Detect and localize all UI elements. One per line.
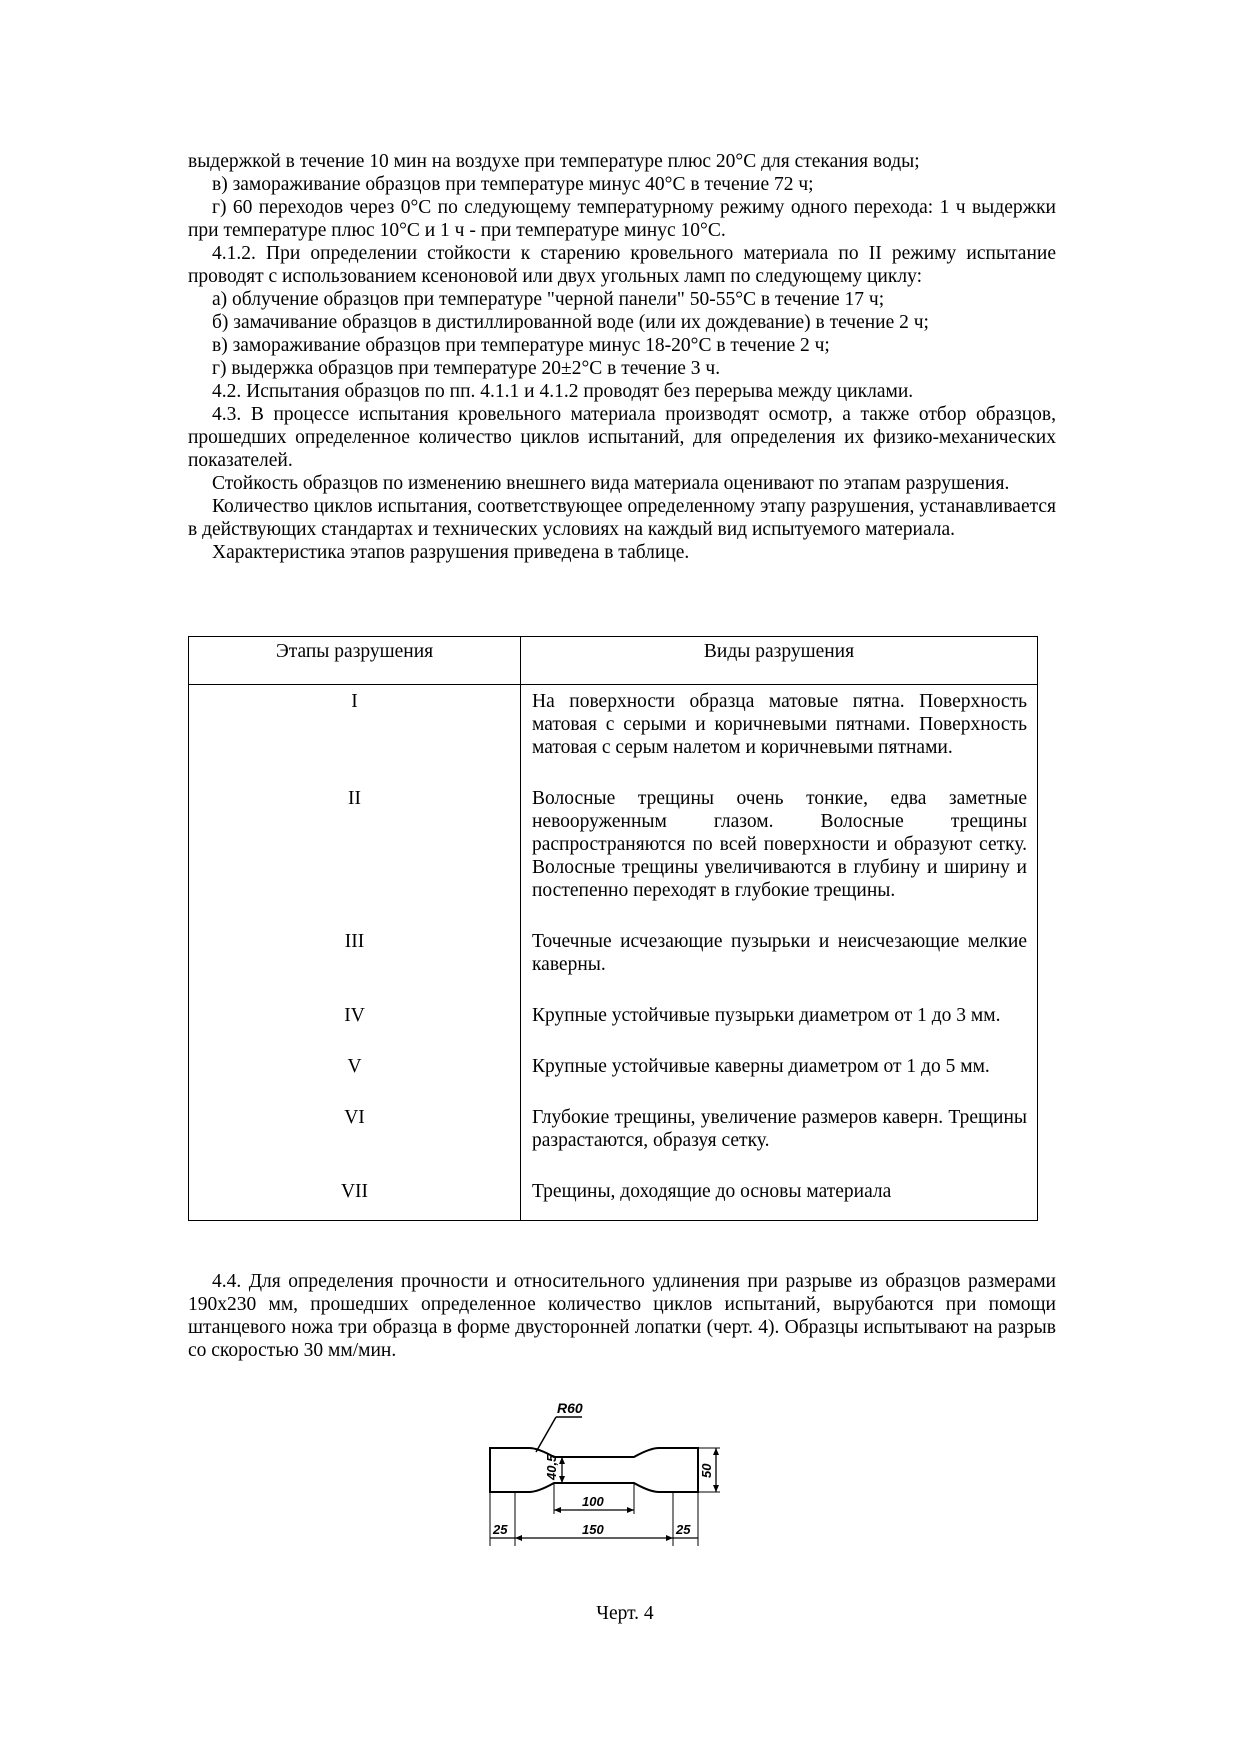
figure-caption: Черт. 4 [596, 1603, 654, 1624]
paragraph: Характеристика этапов разрушения приведена в таблице. [212, 542, 690, 563]
dim-left-end: 25 [493, 1522, 508, 1537]
dim-neck-width: 40,5 [544, 1454, 559, 1480]
table-row [189, 782, 1038, 925]
arrow [559, 1476, 565, 1483]
column-header-stages: Этапы разрушения [189, 637, 521, 685]
paragraph: 4.4. Для определения прочности и относительного удлинения при разрыве из образцов размерами 190х230 мм, прошедших определенное количество циклов испытаний, вырубаются при помощи штанцевого ножа три образца в форме двусторонней лопатки (черт. 4). Образцы испытывают на разрыв со скоростью 30 мм/мин. [188, 1271, 1056, 1361]
specimen-drawing [484, 1386, 744, 1566]
stage-number: VI [189, 1101, 521, 1175]
paragraph: в) замораживание образцов при температуре минус 18-20°С в течение 2 ч; [212, 335, 830, 356]
paragraph: а) облучение образцов при температуре "черной панели" 50-55°С в течение 17 ч; [212, 289, 885, 310]
stage-number: I [189, 685, 521, 783]
table-row [189, 685, 1038, 783]
dim-neck-length: 100 [582, 1494, 604, 1509]
table-header-row [189, 637, 1038, 685]
dim-total-height: 50 [699, 1463, 714, 1478]
table-row [189, 1101, 1038, 1175]
dim-total-length: 150 [582, 1522, 604, 1537]
specimen-outline [490, 1448, 698, 1492]
arrow [713, 1485, 719, 1492]
table-row [189, 1175, 1038, 1221]
table-row [189, 925, 1038, 999]
arrow [559, 1457, 565, 1464]
stage-description: Волосные трещины очень тонкие, едва заметные невооруженным глазом. Волосные трещины распространяются по всей поверхности и образуют сетку. Волосные трещины увеличиваются в глубину и ширину и постепенно переходят в глубокие трещины. [521, 782, 1038, 925]
radius-label: R60 [557, 1400, 583, 1416]
paragraph: б) замачивание образцов в дистиллированной воде (или их дождевание) в течение 2 ч; [212, 312, 929, 333]
arrow [666, 1535, 673, 1541]
radius-leader [536, 1417, 556, 1452]
paragraph: г) 60 переходов через 0°С по следующему температурному режиму одного перехода: 1 ч выдержки при температуре плюс 10°С и 1 ч - при температуре минус 10°С. [188, 197, 1056, 241]
stage-description: Крупные устойчивые каверны диаметром от 1 до 5 мм. [521, 1050, 1038, 1101]
stage-description: Глубокие трещины, увеличение размеров каверн. Трещины разрастаются, образуя сетку. [521, 1101, 1038, 1175]
stage-description: Крупные устойчивые пузырьки диаметром от 1 до 3 мм. [521, 999, 1038, 1050]
paragraph: 4.1.2. При определении стойкости к старению кровельного материала по II режиму испытание проводят с использованием ксеноновой или двух угольных ламп по следующему циклу: [188, 243, 1056, 287]
arrow [713, 1448, 719, 1455]
body-text [188, 150, 1056, 564]
arrow [515, 1535, 522, 1541]
dim-right-end: 25 [676, 1522, 691, 1537]
arrow [554, 1507, 561, 1513]
paragraph: Стойкость образцов по изменению внешнего вида материала оценивают по этапам разрушения. [212, 473, 1010, 494]
section-4-4 [188, 1270, 1056, 1362]
stage-description: На поверхности образца матовые пятна. Поверхность матовая с серыми и коричневыми пятнами. Поверхность матовая с серым налетом и коричневыми пятнами. [521, 685, 1038, 783]
table-row [189, 999, 1038, 1050]
paragraph: выдержкой в течение 10 мин на воздухе при температуре плюс 20°С для стекания воды; [188, 151, 920, 172]
stage-number: II [189, 782, 521, 925]
stage-number: III [189, 925, 521, 999]
paragraph: 4.2. Испытания образцов по пп. 4.1.1 и 4.1.2 проводят без перерыва между циклами. [212, 381, 914, 402]
paragraph: Количество циклов испытания, соответствующее определенному этапу разрушения, устанавливается в действующих стандартах и технических условиях на каждый вид испытуемого материала. [188, 496, 1056, 540]
paragraph: г) выдержка образцов при температуре 20±2°С в течение 3 ч. [212, 358, 721, 379]
stage-number: V [189, 1050, 521, 1101]
paragraph: в) замораживание образцов при температуре минус 40°С в течение 72 ч; [212, 174, 814, 195]
stage-description: Точечные исчезающие пузырьки и неисчезающие мелкие каверны. [521, 925, 1038, 999]
column-header-types: Виды разрушения [521, 637, 1038, 685]
destruction-stages-table [188, 636, 1038, 1221]
stage-description: Трещины, доходящие до основы материала [521, 1175, 1038, 1221]
stage-number: VII [189, 1175, 521, 1221]
arrow [627, 1507, 634, 1513]
table-row [189, 1050, 1038, 1101]
stage-number: IV [189, 999, 521, 1050]
paragraph: 4.3. В процессе испытания кровельного материала производят осмотр, а также отбор образцов, прошедших определенное количество циклов испытаний, для определения их физико-механических показателей. [188, 404, 1056, 471]
